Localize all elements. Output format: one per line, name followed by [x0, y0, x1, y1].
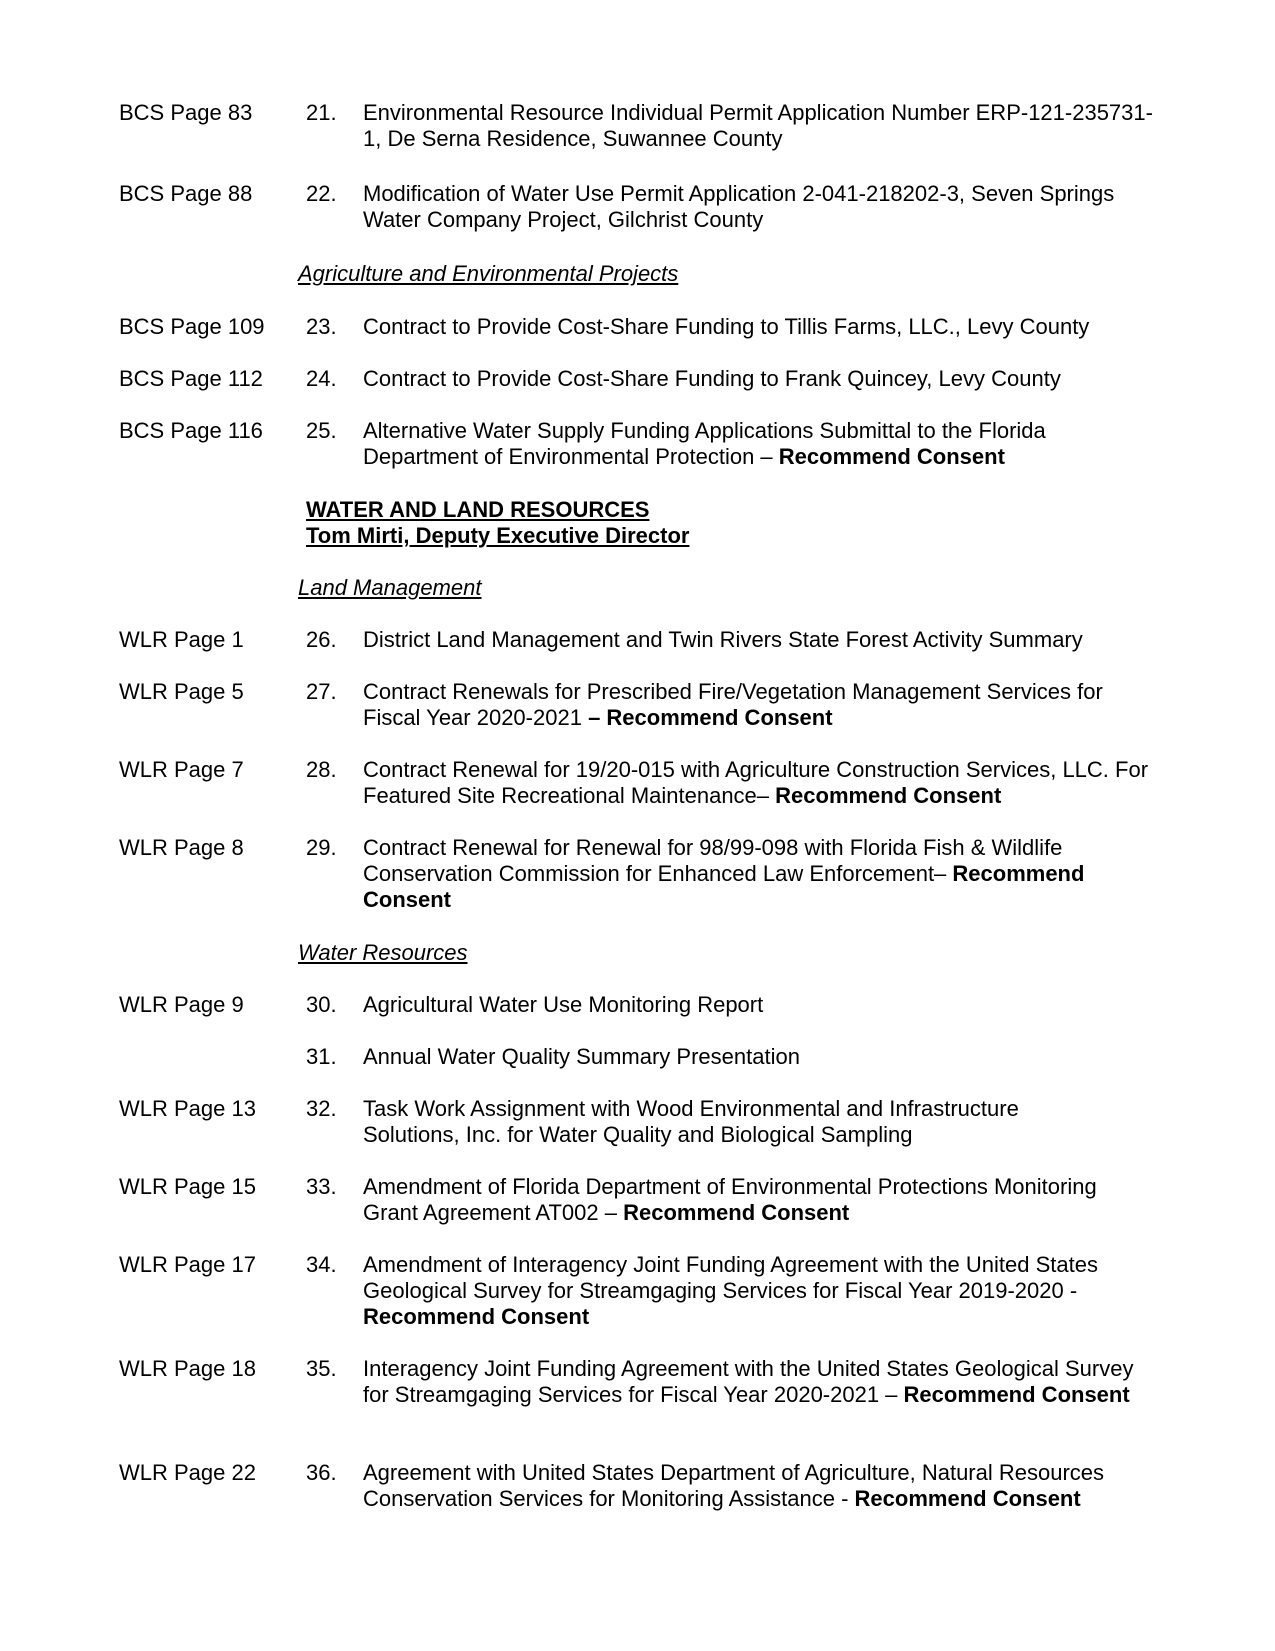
- subheading-land-management: Land Management: [298, 575, 482, 600]
- item-number: 29.: [306, 835, 337, 860]
- item-number: 32.: [306, 1096, 337, 1121]
- item-description: Task Work Assignment with Wood Environmental and Infrastructure Solutions, Inc. for Water Quality and Biological Sampling: [363, 1096, 1019, 1147]
- item-number: 31.: [306, 1044, 337, 1069]
- page-reference: WLR Page 22: [119, 1460, 256, 1485]
- item-number: 36.: [306, 1460, 337, 1485]
- item-description: Contract Renewals for Prescribed Fire/Vegetation Management Services for Fiscal Year 2020-2021 – Recommend Consent: [363, 679, 1103, 730]
- item-number: 30.: [306, 992, 337, 1017]
- item-description: Environmental Resource Individual Permit Application Number ERP-121-235731-1, De Serna Residence, Suwannee County: [363, 100, 1153, 151]
- item-number: 28.: [306, 757, 337, 782]
- item-description: Interagency Joint Funding Agreement with the United States Geological Survey for Streamgaging Services for Fiscal Year 2020-2021 – Recommend Consent: [363, 1356, 1134, 1407]
- item-number: 33.: [306, 1174, 337, 1199]
- item-description: Agreement with United States Department of Agriculture, Natural Resources Conservation Services for Monitoring Assistance - Recommend Consent: [363, 1460, 1105, 1511]
- item-description: Modification of Water Use Permit Application 2-041-218202-3, Seven Springs Water Company Project, Gilchrist County: [363, 181, 1115, 232]
- page-reference: BCS Page 88: [119, 181, 253, 206]
- item-number: 23.: [306, 314, 337, 339]
- page-reference: BCS Page 83: [119, 100, 253, 125]
- item-number: 21.: [306, 100, 337, 125]
- page-reference: WLR Page 13: [119, 1096, 256, 1121]
- item-number: 25.: [306, 418, 337, 443]
- item-description: Alternative Water Supply Funding Applications Submittal to the Florida Department of Environmental Protection – Recommend Consent: [363, 418, 1046, 469]
- item-description: Annual Water Quality Summary Presentation: [363, 1044, 800, 1069]
- page-reference: BCS Page 112: [119, 366, 263, 391]
- page-reference: WLR Page 17: [119, 1252, 256, 1277]
- item-number: 35.: [306, 1356, 337, 1381]
- item-number: 24.: [306, 366, 337, 391]
- page-reference: WLR Page 18: [119, 1356, 256, 1381]
- item-description: Contract Renewal for 19/20-015 with Agriculture Construction Services, LLC. For Featured Site Recreational Maintenance– Recommend Consent: [363, 757, 1149, 808]
- item-description: District Land Management and Twin Rivers State Forest Activity Summary: [363, 627, 1083, 652]
- item-description: Amendment of Florida Department of Environmental Protections Monitoring Grant Agreement AT002 – Recommend Consent: [363, 1174, 1097, 1225]
- item-description: Contract to Provide Cost-Share Funding to Frank Quincey, Levy County: [363, 366, 1061, 391]
- item-description: Agricultural Water Use Monitoring Report: [363, 992, 764, 1017]
- item-number: 22.: [306, 181, 337, 206]
- page-reference: WLR Page 7: [119, 757, 244, 782]
- item-description: Contract to Provide Cost-Share Funding to Tillis Farms, LLC., Levy County: [363, 314, 1090, 339]
- item-number: 27.: [306, 679, 337, 704]
- subheading-agriculture: Agriculture and Environmental Projects: [298, 261, 679, 286]
- item-description: Amendment of Interagency Joint Funding Agreement with the United States Geological Survey for Streamgaging Services for Fiscal Year 2019-2020 - Recommend Consent: [363, 1252, 1098, 1329]
- item-description: Contract Renewal for Renewal for 98/99-098 with Florida Fish & Wildlife Conservation Commission for Enhanced Law Enforcement– Recommend Consent: [363, 835, 1085, 912]
- page-reference: BCS Page 116: [119, 418, 263, 443]
- page-reference: WLR Page 1: [119, 627, 244, 652]
- page-reference: WLR Page 15: [119, 1174, 256, 1199]
- page-reference: WLR Page 8: [119, 835, 244, 860]
- page-reference: WLR Page 5: [119, 679, 244, 704]
- section-title: WATER AND LAND RESOURCES: [306, 497, 650, 522]
- subheading-water-resources: Water Resources: [298, 940, 468, 965]
- page-reference: BCS Page 109: [119, 314, 265, 339]
- item-number: 34.: [306, 1252, 337, 1277]
- page-reference: WLR Page 9: [119, 992, 244, 1017]
- section-director: Tom Mirti, Deputy Executive Director: [306, 523, 690, 548]
- item-number: 26.: [306, 627, 337, 652]
